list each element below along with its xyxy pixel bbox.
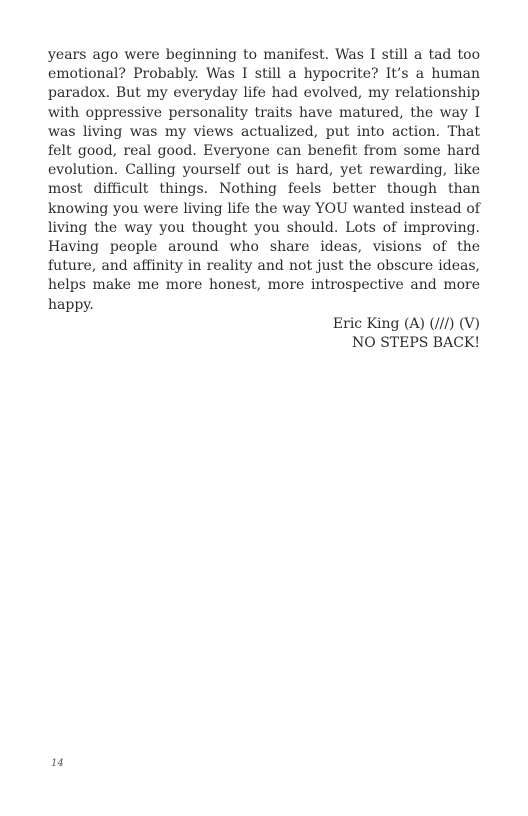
signature-motto: NO STEPS BACK! bbox=[352, 335, 480, 352]
signature-name: Eric King (A) (///) (V) bbox=[332, 316, 480, 332]
body-paragraph: years ago were beginning to manifest. Was I still a tad too emotional? Probably. Was I still a hypocrite? It’s a human paradox. But my everyday life had evolved, my relationship with oppressive personality traits have matured, the way I was living was my views actualized, put into action. That felt good, real good. Everyone can benefit from some hard evolution. Calling yourself out is hard, yet rewarding, like most difficult things. Nothing feels better though than knowing you were living life the way YOU wanted instead of living the way you thought you should. Lots of improving. Having people around who share ideas, visions of the future, and affinity in reality and not just the obscure ideas, helps make me more honest, more introspective and more happy. bbox=[48, 47, 480, 313]
page-number: 14 bbox=[51, 758, 64, 769]
signature-block bbox=[180, 315, 480, 353]
